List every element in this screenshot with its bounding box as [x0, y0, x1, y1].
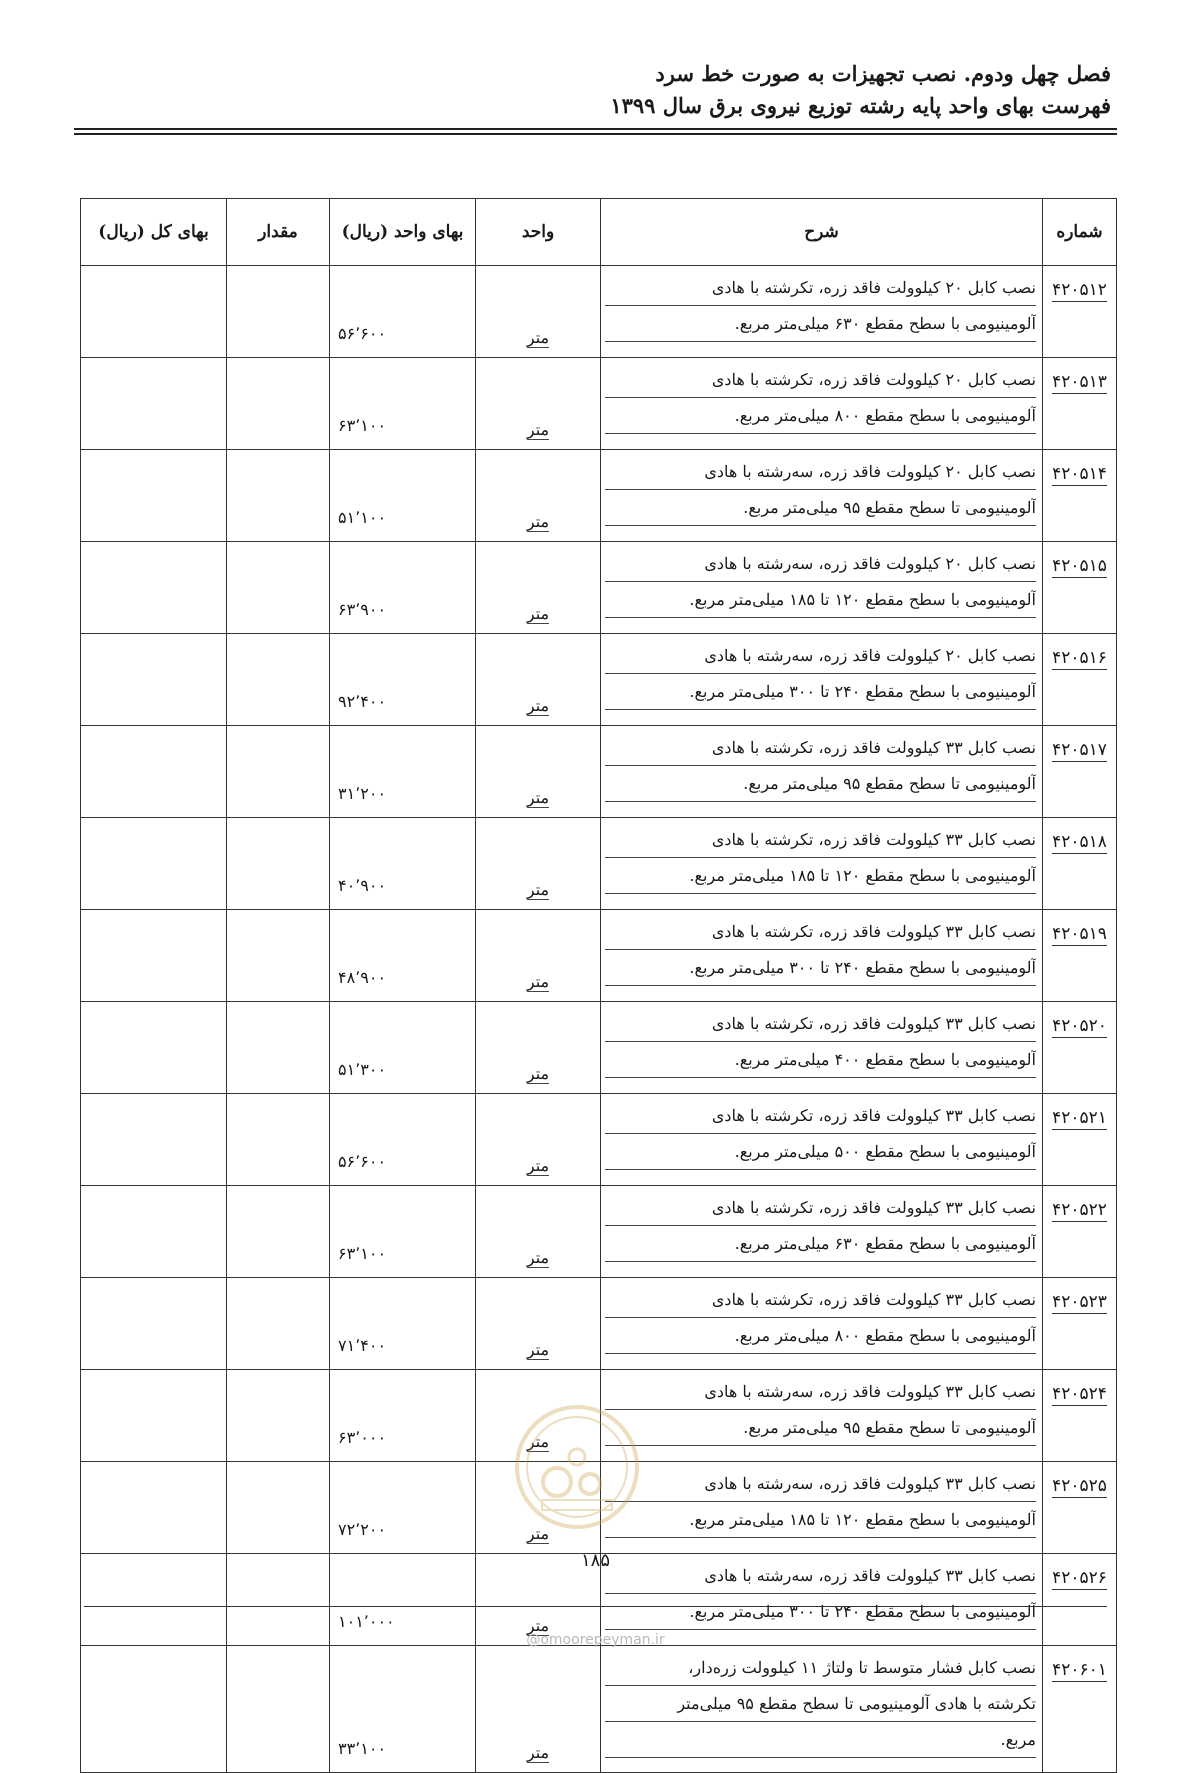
chapter-title: فصل چهل ودوم. نصب تجهیزات به صورت خط سرد — [655, 61, 1111, 86]
table-row — [81, 818, 1117, 910]
item-unit: متر — [526, 972, 550, 991]
item-code: ۴۲۰۵۲۶ — [1052, 1568, 1107, 1588]
item-code-cell — [1043, 1002, 1117, 1094]
item-quantity-cell — [227, 1094, 330, 1186]
item-code: ۴۲۰۵۱۵ — [1052, 556, 1107, 576]
item-total-cell — [81, 542, 227, 634]
item-total-cell — [81, 818, 227, 910]
item-quantity-cell — [227, 358, 330, 450]
description-line: نصب کابل ۳۳ کیلوولت فاقد زره، سه‌رشته با هادی — [605, 1374, 1036, 1410]
item-quantity-cell — [227, 818, 330, 910]
item-unit-price: ۶۳٬۱۰۰ — [330, 358, 476, 450]
item-unit-price: ۷۱٬۴۰۰ — [330, 1278, 476, 1370]
item-code-cell — [1043, 1462, 1117, 1554]
item-description-cell — [601, 1278, 1043, 1370]
col-header-unit: واحد — [476, 199, 601, 266]
item-code-cell — [1043, 726, 1117, 818]
item-unit-cell — [476, 634, 601, 726]
item-unit-cell — [476, 1646, 601, 1773]
description-line: آلومینیومی با سطح مقطع ۵۰۰ میلی‌متر مربع. — [605, 1134, 1036, 1170]
item-unit-price: ۳۱٬۲۰۰ — [330, 726, 476, 818]
item-unit-cell — [476, 450, 601, 542]
item-code-cell — [1043, 1646, 1117, 1773]
table-row — [81, 450, 1117, 542]
item-total-cell — [81, 358, 227, 450]
description-line: نصب کابل ۳۳ کیلوولت فاقد زره، سه‌رشته با هادی — [605, 1558, 1036, 1594]
item-quantity-cell — [227, 1186, 330, 1278]
item-total-cell — [81, 450, 227, 542]
description-line: نصب کابل ۲۰ کیلوولت فاقد زره، سه‌رشته با هادی — [605, 454, 1036, 490]
col-header-unit-price: بهای واحد (ریال) — [330, 199, 476, 266]
description-line: آلومینیومی تا سطح مقطع ۹۵ میلی‌متر مربع. — [605, 490, 1036, 526]
item-unit: متر — [526, 1743, 550, 1762]
item-description-cell — [601, 266, 1043, 358]
description-line: آلومینیومی با سطح مقطع ۴۰۰ میلی‌متر مربع. — [605, 1042, 1036, 1078]
item-quantity-cell — [227, 1370, 330, 1462]
description-line: آلومینیومی با سطح مقطع ۶۳۰ میلی‌متر مربع. — [605, 306, 1036, 342]
item-code-cell — [1043, 818, 1117, 910]
item-code-cell — [1043, 1278, 1117, 1370]
item-description-cell — [601, 726, 1043, 818]
description-line: آلومینیومی تا سطح مقطع ۹۵ میلی‌متر مربع. — [605, 1410, 1036, 1446]
item-code: ۴۲۰۵۱۳ — [1052, 372, 1107, 392]
item-code: ۴۲۰۵۱۴ — [1052, 464, 1107, 484]
item-unit-price: ۴۸٬۹۰۰ — [330, 910, 476, 1002]
item-code-cell — [1043, 1094, 1117, 1186]
item-code-cell — [1043, 634, 1117, 726]
description-line: نصب کابل ۳۳ کیلوولت فاقد زره، تکرشته با هادی — [605, 1190, 1036, 1226]
item-description-cell — [601, 1370, 1043, 1462]
item-total-cell — [81, 1186, 227, 1278]
table-row — [81, 266, 1117, 358]
item-code-cell — [1043, 358, 1117, 450]
item-code: ۴۲۰۵۱۷ — [1052, 740, 1107, 760]
description-line: آلومینیومی با سطح مقطع ۱۲۰ تا ۱۸۵ میلی‌متر مربع. — [605, 858, 1036, 894]
item-total-cell — [81, 266, 227, 358]
item-unit: متر — [526, 512, 550, 531]
item-unit-cell — [476, 1186, 601, 1278]
item-code: ۴۲۰۵۲۱ — [1052, 1108, 1107, 1128]
site-credit: @omoorepeyman.ir — [526, 1632, 665, 1648]
item-unit-price: ۵۱٬۱۰۰ — [330, 450, 476, 542]
item-code: ۴۲۰۵۲۳ — [1052, 1292, 1107, 1312]
item-total-cell — [81, 1370, 227, 1462]
item-unit: متر — [526, 1616, 550, 1635]
description-line: آلومینیومی با سطح مقطع ۸۰۰ میلی‌متر مربع. — [605, 1318, 1036, 1354]
col-header-code: شماره — [1043, 199, 1117, 266]
item-description-cell — [601, 634, 1043, 726]
item-code-cell — [1043, 266, 1117, 358]
item-unit: متر — [526, 1524, 550, 1543]
item-unit: متر — [526, 1156, 550, 1175]
description-line: نصب کابل ۳۳ کیلوولت فاقد زره، تکرشته با هادی — [605, 1098, 1036, 1134]
item-description-cell — [601, 450, 1043, 542]
price-list-title: فهرست بهای واحد پایه رشته توزیع نیروی برق سال ۱۳۹۹ — [610, 93, 1111, 118]
item-description-cell — [601, 1094, 1043, 1186]
table-row — [81, 1646, 1117, 1773]
item-unit-price: ۵۶٬۶۰۰ — [330, 266, 476, 358]
item-unit-price: ۴۰٬۹۰۰ — [330, 818, 476, 910]
col-header-desc: شرح — [601, 199, 1043, 266]
item-code-cell — [1043, 542, 1117, 634]
item-unit-cell — [476, 1002, 601, 1094]
item-unit: متر — [526, 696, 550, 715]
description-line: نصب کابل ۳۳ کیلوولت فاقد زره، تکرشته با هادی — [605, 914, 1036, 950]
item-unit-price: ۶۳٬۰۰۰ — [330, 1370, 476, 1462]
description-line: نصب کابل ۳۳ کیلوولت فاقد زره، سه‌رشته با هادی — [605, 1466, 1036, 1502]
table-row — [81, 726, 1117, 818]
item-quantity-cell — [227, 1462, 330, 1554]
item-code: ۴۲۰۵۱۹ — [1052, 924, 1107, 944]
table-row — [81, 1002, 1117, 1094]
description-line: آلومینیومی با سطح مقطع ۲۴۰ تا ۳۰۰ میلی‌متر مربع. — [605, 1594, 1036, 1630]
description-line: نصب کابل ۳۳ کیلوولت فاقد زره، تکرشته با هادی — [605, 822, 1036, 858]
description-line: آلومینیومی تا سطح مقطع ۹۵ میلی‌متر مربع. — [605, 766, 1036, 802]
item-description-cell — [601, 910, 1043, 1002]
item-unit-cell — [476, 1094, 601, 1186]
description-line: نصب کابل ۳۳ کیلوولت فاقد زره، تکرشته با هادی — [605, 1282, 1036, 1318]
item-code: ۴۲۰۵۲۵ — [1052, 1476, 1107, 1496]
description-line: آلومینیومی با سطح مقطع ۱۲۰ تا ۱۸۵ میلی‌متر مربع. — [605, 582, 1036, 618]
header-rule-top — [74, 128, 1117, 130]
item-quantity-cell — [227, 1278, 330, 1370]
description-line: نصب کابل ۲۰ کیلوولت فاقد زره، سه‌رشته با هادی — [605, 546, 1036, 582]
description-line: آلومینیومی با سطح مقطع ۸۰۰ میلی‌متر مربع. — [605, 398, 1036, 434]
item-code-cell — [1043, 1186, 1117, 1278]
item-code-cell — [1043, 450, 1117, 542]
description-line: نصب کابل ۲۰ کیلوولت فاقد زره، سه‌رشته با هادی — [605, 638, 1036, 674]
price-table — [80, 198, 1117, 1773]
item-description-cell — [601, 818, 1043, 910]
page-number: ۱۸۵ — [580, 1550, 610, 1571]
item-unit-cell — [476, 542, 601, 634]
item-unit-cell — [476, 1278, 601, 1370]
item-quantity-cell — [227, 1002, 330, 1094]
item-description-cell — [601, 1002, 1043, 1094]
item-total-cell — [81, 634, 227, 726]
item-quantity-cell — [227, 634, 330, 726]
item-unit-price: ۷۲٬۲۰۰ — [330, 1462, 476, 1554]
item-unit-price: ۵۱٬۳۰۰ — [330, 1002, 476, 1094]
item-quantity-cell — [227, 266, 330, 358]
item-quantity-cell — [227, 726, 330, 818]
item-total-cell — [81, 1646, 227, 1773]
item-code: ۴۲۰۵۲۰ — [1052, 1016, 1107, 1036]
item-code: ۴۲۰۵۲۴ — [1052, 1384, 1107, 1404]
description-line: مربع. — [605, 1722, 1036, 1758]
item-unit: متر — [526, 1432, 550, 1451]
description-line: نصب کابل ۲۰ کیلوولت فاقد زره، تکرشته با هادی — [605, 362, 1036, 398]
col-header-total: بهای کل (ریال) — [81, 199, 227, 266]
description-line: نصب کابل ۳۳ کیلوولت فاقد زره، تکرشته با هادی — [605, 730, 1036, 766]
item-unit-price: ۶۳٬۹۰۰ — [330, 542, 476, 634]
description-line: نصب کابل ۲۰ کیلوولت فاقد زره، تکرشته با هادی — [605, 270, 1036, 306]
table-row — [81, 542, 1117, 634]
item-code-cell — [1043, 910, 1117, 1002]
item-quantity-cell — [227, 1646, 330, 1773]
item-unit-price: ۳۳٬۱۰۰ — [330, 1646, 476, 1773]
item-unit: متر — [526, 604, 550, 623]
table-header-row — [81, 199, 1117, 266]
item-code: ۴۲۰۶۰۱ — [1052, 1660, 1107, 1680]
item-description-cell — [601, 542, 1043, 634]
item-quantity-cell — [227, 450, 330, 542]
item-total-cell — [81, 726, 227, 818]
item-unit-cell — [476, 266, 601, 358]
description-line: آلومینیومی با سطح مقطع ۲۴۰ تا ۳۰۰ میلی‌متر مربع. — [605, 950, 1036, 986]
item-quantity-cell — [227, 910, 330, 1002]
table-row — [81, 910, 1117, 1002]
item-unit: متر — [526, 1248, 550, 1267]
item-description-cell — [601, 1462, 1043, 1554]
table-row — [81, 1186, 1117, 1278]
item-code: ۴۲۰۵۱۲ — [1052, 280, 1107, 300]
item-description-cell — [601, 1646, 1043, 1773]
table-row — [81, 358, 1117, 450]
description-line: نصب کابل فشار متوسط تا ولتاژ ۱۱ کیلوولت زره‌دار، — [605, 1650, 1036, 1686]
item-unit: متر — [526, 788, 550, 807]
item-code: ۴۲۰۵۱۶ — [1052, 648, 1107, 668]
description-line: آلومینیومی با سطح مقطع ۲۴۰ تا ۳۰۰ میلی‌متر مربع. — [605, 674, 1036, 710]
item-unit-price: ۱۰۱٬۰۰۰ — [330, 1554, 476, 1646]
item-unit: متر — [526, 328, 550, 347]
description-line: تکرشته با هادی آلومینیومی تا سطح مقطع ۹۵ میلی‌متر — [605, 1686, 1036, 1722]
item-total-cell — [81, 1002, 227, 1094]
item-total-cell — [81, 1462, 227, 1554]
col-header-qty: مقدار — [227, 199, 330, 266]
item-code: ۴۲۰۵۲۲ — [1052, 1200, 1107, 1220]
header-rule-bottom — [74, 133, 1117, 135]
page-header — [610, 58, 1111, 122]
table-row — [81, 634, 1117, 726]
item-total-cell — [81, 1278, 227, 1370]
item-unit: متر — [526, 420, 550, 439]
item-unit: متر — [526, 880, 550, 899]
description-line: آلومینیومی با سطح مقطع ۶۳۰ میلی‌متر مربع. — [605, 1226, 1036, 1262]
description-line: نصب کابل ۳۳ کیلوولت فاقد زره، تکرشته با هادی — [605, 1006, 1036, 1042]
item-code: ۴۲۰۵۱۸ — [1052, 832, 1107, 852]
item-unit: متر — [526, 1064, 550, 1083]
footer-rule — [84, 1606, 1107, 1607]
table-row — [81, 1094, 1117, 1186]
table-row — [81, 1278, 1117, 1370]
item-description-cell — [601, 1186, 1043, 1278]
item-unit-price: ۵۶٬۶۰۰ — [330, 1094, 476, 1186]
item-unit-cell — [476, 358, 601, 450]
item-unit-cell — [476, 818, 601, 910]
item-unit-cell — [476, 910, 601, 1002]
description-line: آلومینیومی با سطح مقطع ۱۲۰ تا ۱۸۵ میلی‌متر مربع. — [605, 1502, 1036, 1538]
item-total-cell — [81, 1094, 227, 1186]
item-description-cell — [601, 358, 1043, 450]
publisher-seal-watermark — [512, 1402, 642, 1532]
item-code-cell — [1043, 1370, 1117, 1462]
item-unit-price: ۹۲٬۴۰۰ — [330, 634, 476, 726]
item-total-cell — [81, 910, 227, 1002]
item-unit: متر — [526, 1340, 550, 1359]
item-unit-price: ۶۳٬۱۰۰ — [330, 1186, 476, 1278]
item-quantity-cell — [227, 542, 330, 634]
item-unit-cell — [476, 726, 601, 818]
